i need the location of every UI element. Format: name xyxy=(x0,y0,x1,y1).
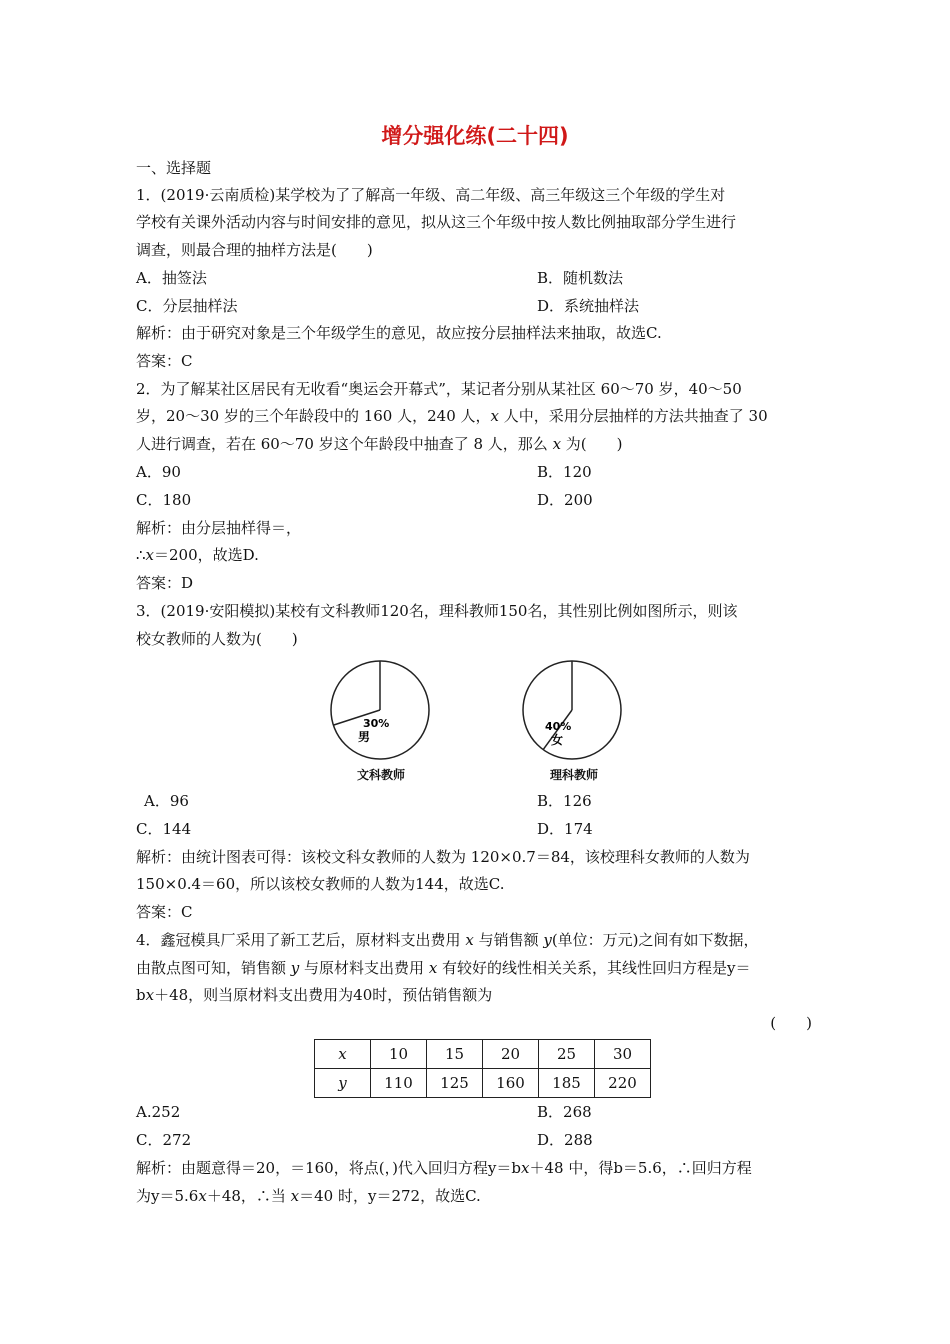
q2-answer: 答案：D xyxy=(136,574,194,592)
q4-option-d: D．288 xyxy=(537,1131,593,1149)
data-table xyxy=(314,1039,651,1098)
q3-stem-line1: 3．(2019·安阳模拟)某校有文科教师120名，理科教师150名，其性别比例如图所示，则该 xyxy=(136,602,738,620)
q2-stem-line2: 岁，20～30 岁的三个年龄段中的 160 人，240 人，x 人中，采用分层抽样的方法共抽查了 30 xyxy=(136,407,768,425)
pie-chart-science xyxy=(512,660,632,760)
q4-option-c: C．272 xyxy=(136,1131,192,1149)
q2-option-a: A．90 xyxy=(136,463,181,481)
table-row xyxy=(315,1069,651,1098)
table-cell: 125 xyxy=(427,1069,483,1098)
q4-option-a: A.252 xyxy=(136,1103,181,1121)
pie-science-slice-label: 女 xyxy=(551,733,564,747)
q3-option-d: D．174 xyxy=(537,820,593,838)
q1-stem-line3: 调查，则最合理的抽样方法是( ) xyxy=(136,241,373,259)
pie-arts-title: 文科教师 xyxy=(357,768,406,782)
q4-option-b: B．268 xyxy=(537,1103,592,1121)
q4-explanation-line1: 解析：由题意得＝20，＝160，将点(，)代入回归方程y＝bx＋48 中，得b＝5.6，∴回归方程 xyxy=(136,1159,752,1177)
q2-option-d: D．200 xyxy=(537,491,593,509)
q2-option-b: B．120 xyxy=(537,463,592,481)
q1-option-c: C．分层抽样法 xyxy=(136,297,238,315)
table-cell: 25 xyxy=(539,1040,595,1069)
q3-explanation-line1: 解析：由统计图表可得：该校文科女教师的人数为 120×0.7＝84，该校理科女教师的人数为 xyxy=(136,848,750,866)
pie-science-percent-label: 40% xyxy=(545,720,572,733)
q4-explanation-line2: 为y＝5.6x＋48，∴当 x＝40 时，y＝272，故选C. xyxy=(136,1187,481,1205)
table-cell: 110 xyxy=(371,1069,427,1098)
table-cell: 30 xyxy=(595,1040,651,1069)
q1-option-b: B．随机数法 xyxy=(537,269,624,287)
table-cell: 160 xyxy=(483,1069,539,1098)
q2-explanation-line1: 解析：由分层抽样得＝， xyxy=(136,519,302,537)
q4-stem-line3: bx＋48，则当原材料支出费用为40时，预估销售额为 xyxy=(136,986,493,1004)
q4-stem-line2: 由散点图可知，销售额 y 与原材料支出费用 x 有较好的线性相关关系，其线性回归方程是y＝ xyxy=(136,959,751,977)
q3-explanation-line2: 150×0.4＝60，所以该校女教师的人数为144，故选C. xyxy=(136,875,505,893)
q2-stem-line3: 人进行调查，若在 60～70 岁这个年龄段中抽查了 8 人，那么 x 为( ) xyxy=(136,435,623,453)
page-title: 增分强化练(二十四) xyxy=(381,124,569,148)
q1-option-d: D．系统抽样法 xyxy=(537,297,640,315)
q1-stem-line2: 学校有关课外活动内容与时间安排的意见，拟从这三个年级中按人数比例抽取部分学生进行 xyxy=(136,213,737,231)
table-row xyxy=(315,1040,651,1069)
q1-answer: 答案：C xyxy=(136,352,193,370)
q4-answer-parens: ( ) xyxy=(770,1014,812,1032)
table-cell: 15 xyxy=(427,1040,483,1069)
pie-arts-slice-label: 男 xyxy=(358,730,371,744)
table-cell: 20 xyxy=(483,1040,539,1069)
table-header-x: x xyxy=(315,1040,371,1069)
pie-arts-percent-label: 30% xyxy=(363,717,390,730)
q3-option-b: B．126 xyxy=(537,792,592,810)
table-header-y: y xyxy=(315,1069,371,1098)
q1-explanation: 解析：由于研究对象是三个年级学生的意见，故应按分层抽样法来抽取，故选C. xyxy=(136,324,662,342)
q3-stem-line2: 校女教师的人数为( ) xyxy=(136,630,298,648)
q4-stem-line1: 4．鑫冠模具厂采用了新工艺后，原材料支出费用 x 与销售额 y(单位：万元)之间有如下数据， xyxy=(136,931,759,949)
q3-answer: 答案：C xyxy=(136,903,193,921)
pie-chart-arts xyxy=(320,660,440,760)
table-cell: 220 xyxy=(595,1069,651,1098)
q2-stem-line1: 2．为了解某社区居民有无收看“奥运会开幕式”，某记者分别从某社区 60～70 岁，40～50 xyxy=(136,380,742,398)
table-cell: 10 xyxy=(371,1040,427,1069)
q3-option-a: A．96 xyxy=(144,792,189,810)
q2-option-c: C．180 xyxy=(136,491,192,509)
q3-option-c: C．144 xyxy=(136,820,192,838)
table-cell: 185 xyxy=(539,1069,595,1098)
pie-science-title: 理科教师 xyxy=(550,768,599,782)
q1-stem-line1: 1．(2019·云南质检)某学校为了了解高一年级、高二年级、高三年级这三个年级的学生对 xyxy=(136,186,726,204)
q1-option-a: A．抽签法 xyxy=(136,269,207,287)
q2-explanation-line2: ∴x＝200，故选D. xyxy=(136,546,259,564)
section-heading: 一、选择题 xyxy=(136,159,212,177)
